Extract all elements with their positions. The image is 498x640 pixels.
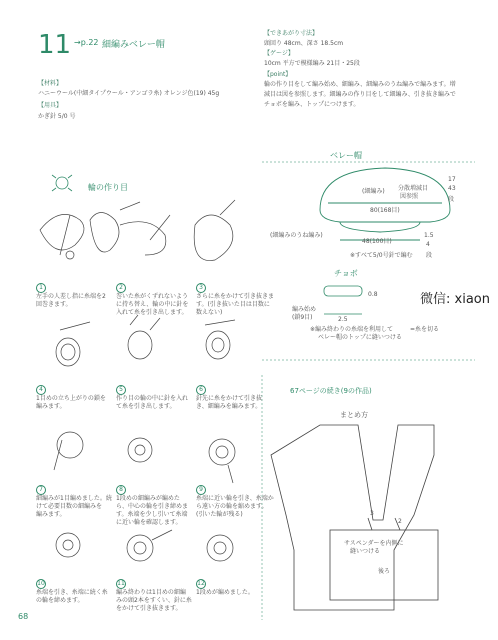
step-text: 細編みが1目編めました。続 [36, 495, 112, 502]
step-text: 入れて糸を引き出します。 [116, 309, 188, 316]
chobo-cut-note: =糸を切る [410, 326, 440, 333]
step-text: 1段めが編めました。 [196, 589, 254, 596]
chobo-width: 2.5 [338, 316, 348, 323]
beret-rib-depth: 段 [426, 252, 433, 259]
beret-increase-label: 図参照 [400, 193, 419, 200]
step-text: 回巻きます。 [36, 301, 72, 308]
step-item [116, 570, 192, 613]
chobo-start-label: 編み始め [292, 306, 317, 313]
step-text: 巻いた糸がくずれないよう [116, 293, 189, 300]
suspender-note: サスペンダーを内側に [344, 540, 404, 547]
step-text: 左手の人差し指に糸端を2 [36, 293, 106, 300]
step-number: 1 [36, 283, 46, 293]
step-item [196, 570, 254, 597]
beret-rib-label: (細編みのうね編み) [270, 232, 323, 239]
step-number: 11 [117, 580, 125, 587]
beret-center-label: (細編み) [362, 188, 385, 195]
tools-text: かぎ針 5/0 号 [38, 113, 76, 120]
step-text: 数えない) [196, 309, 223, 316]
step-text: す。糸端を少し引いて糸端 [116, 511, 188, 518]
step-text: 糸端に近い輪を引き、糸端か [196, 495, 274, 502]
gauge-heading: 【ゲージ】 [264, 50, 294, 57]
materials-text: ハニーウール(中細タイプウール・アンゴラ糸) オレンジ色(19) 45g [38, 90, 220, 97]
step-item [36, 570, 108, 605]
step-item [36, 274, 106, 309]
step-text: す。(引き抜いた目は目数に [196, 301, 270, 308]
size-text: 頭回り 48cm、深さ 18.5cm [264, 40, 344, 47]
step-text: ら、中心の輪を引き締めま [116, 503, 189, 510]
step-text: (引いた輪が残る) [196, 511, 243, 518]
label-3: 3 [370, 510, 374, 517]
suspender-note: 縫いつける [350, 548, 381, 555]
point-line: 輪の作り目をして編み始め、細編み、細編みのうね編みで編みます。増 [264, 81, 456, 88]
step-text: 作り目の輪の中に針を入れ [116, 395, 189, 402]
step-text: ら遠い方の輪を縮めます。 [196, 503, 268, 510]
beret-depth: 17 [448, 176, 456, 183]
step-text: 糸端を引き、糸端に続く糸 [36, 589, 108, 596]
beret-depth: 43 [448, 185, 456, 192]
beret-title: ベレー帽 [330, 151, 362, 160]
step-number: 4 [36, 385, 46, 395]
step-text: 1段めの細編みが編めた [116, 495, 180, 502]
step-number: 5 [116, 385, 126, 395]
step-number: 7 [36, 485, 46, 495]
step-text: 1目めの立ち上がりの鎖を [36, 395, 106, 402]
pattern-title: 細編みベレー帽 [102, 40, 165, 50]
chobo-side-value: 0.8 [368, 291, 378, 298]
beret-width-label: 80(168目) [370, 207, 400, 214]
step-item [36, 376, 106, 411]
ring-section-title: 輪の作り目 [88, 183, 128, 192]
tools-heading: 【用具】 [38, 102, 63, 109]
step-number: 9 [196, 485, 206, 495]
step-text: き、細編みを編みます。 [196, 403, 262, 410]
beret-rib-depth: 1.5 [424, 232, 434, 239]
step-number: 12 [197, 580, 205, 587]
beret-increase-label: 分散増減目 [398, 185, 429, 192]
size-heading: 【できあがり寸法】 [264, 30, 319, 37]
step-item [196, 274, 274, 317]
step-text: 編み終わりは1目めの細編 [116, 589, 186, 596]
materials-heading: 【材料】 [38, 80, 63, 87]
continuation-title: 67ページの続き(9の作品) [290, 387, 372, 395]
step-number: 8 [116, 485, 126, 495]
watermark: 微信: xiaon [420, 292, 490, 307]
step-item [196, 376, 262, 411]
step-number: 2 [116, 283, 126, 293]
pattern-number: 11 [38, 30, 72, 60]
step-number: 10 [37, 580, 45, 587]
step-text: 編みます。 [36, 511, 66, 518]
point-heading: 【point】 [264, 71, 292, 78]
point-line: 減目は図を参照します。細編みの作り目をして細編み、引き抜き編みで [264, 91, 456, 98]
step-item [196, 476, 274, 519]
step-text: をかけて引き抜きます。 [116, 605, 182, 612]
step-text: の輪を締めます。 [36, 597, 84, 604]
back-label: 後ろ [378, 568, 391, 575]
step-text: て糸を引き出します。 [116, 403, 176, 410]
beret-base-label: 48(100目) [362, 238, 392, 245]
step-item [116, 476, 188, 527]
step-item [116, 376, 188, 411]
beret-note: ※すべて5/0号針で編む [350, 252, 413, 259]
step-number: 3 [196, 283, 206, 293]
beret-depth: 段 [448, 196, 455, 203]
chobo-start-label: (鎖9目) [292, 314, 313, 321]
step-item [116, 274, 188, 317]
step-number: 6 [196, 385, 206, 395]
step-text: けて必要目数の細編みを [36, 503, 103, 510]
step-text: 編みます。 [36, 403, 66, 410]
beret-rib-depth: 4 [426, 241, 430, 248]
page-ref-arrow: →p.22 [74, 38, 99, 47]
point-line: チョボを編み、トップにつけます。 [264, 101, 360, 108]
step-text: 針先に糸をかけて引き抜 [196, 395, 263, 402]
step-text: に持ち替え、輪の中に針を [116, 301, 189, 308]
step-text: みの頭2本をすくい、針に糸 [116, 597, 192, 604]
chobo-title: チョボ [334, 269, 358, 278]
step-text: に近い輪を確認します。 [116, 519, 182, 526]
chobo-note: ※編み終わりの糸端を利用して [310, 326, 394, 333]
chobo-note: ベレー帽のトップに縫いつける [318, 334, 402, 341]
step-text: さらに糸をかけて引き抜きま [196, 293, 275, 300]
continuation-subtitle: まとめ方 [340, 411, 368, 419]
gauge-text: 10cm 平方で模様編み 21目・25段 [264, 60, 360, 67]
label-2: 2 [398, 518, 402, 525]
page-number: 68 [18, 612, 29, 621]
step-item [36, 476, 112, 519]
